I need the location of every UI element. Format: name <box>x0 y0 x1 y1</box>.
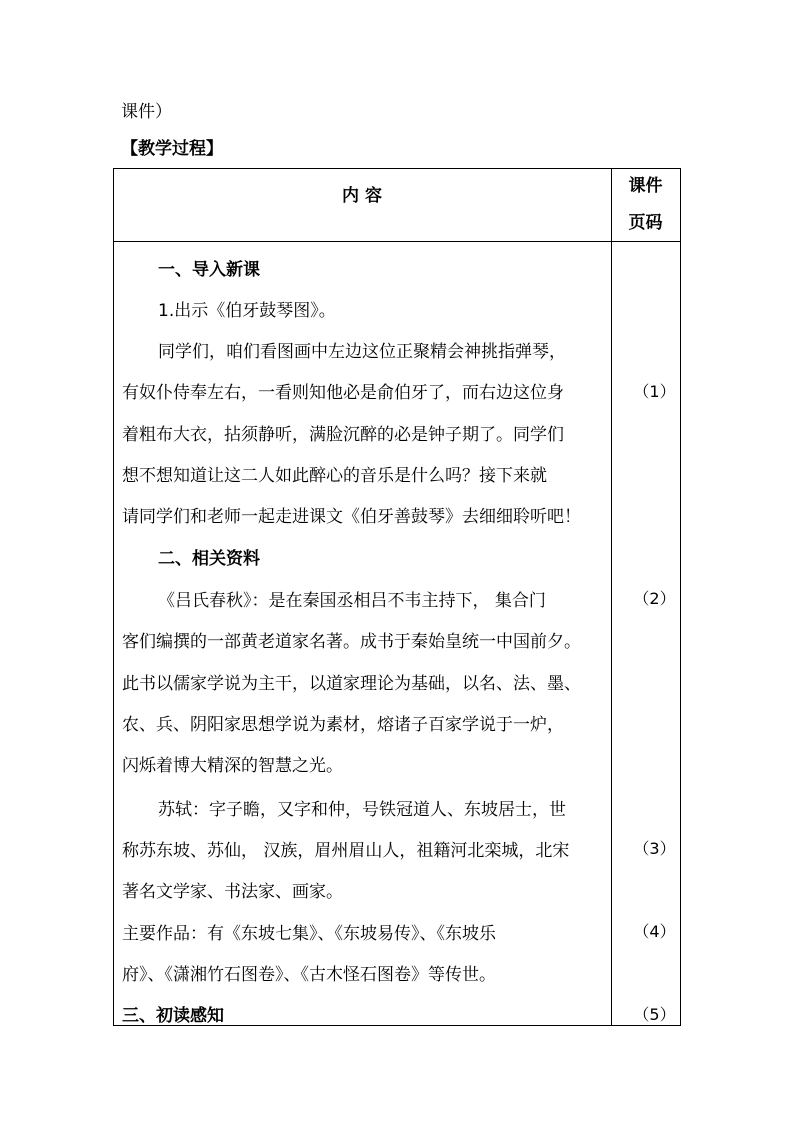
header-content: 内 容 <box>342 186 382 206</box>
page-number: （4） <box>633 922 676 941</box>
paragraph-line: 主要作品：有《东坡七集》、《东坡易传》、《东坡乐 <box>122 924 496 944</box>
heading-2: 二、相关资料 <box>158 549 260 569</box>
paragraph-line: 此书以儒家学说为主干，以道家理论为基础，以名、法、墨、 <box>122 674 581 694</box>
page-number: （1） <box>633 382 676 401</box>
paragraph-line: 著名文学家、书法家、画家。 <box>122 882 343 902</box>
paragraph-line: 称苏东坡、苏仙， 汉族，眉州眉山人，祖籍河北栾城，北宋 <box>122 841 570 861</box>
paragraph-line: 苏轼：字子瞻，又字和仲，号铁冠道人、东坡居士，世 <box>158 800 566 820</box>
paragraph-line: 府》、《潇湘竹石图卷》、《古木怪石图卷》等传世。 <box>122 965 496 985</box>
header-page-line1: 课件 <box>628 176 663 196</box>
paragraph-line: 有奴仆侍奉左右，一看则知他必是俞伯牙了，而右边这位身 <box>122 383 564 403</box>
page-number: （2） <box>633 589 676 608</box>
paragraph-line: 农、兵、阴阳家思想学说为素材，熔诸子百家学说于一炉， <box>122 715 564 735</box>
heading-1: 一、导入新课 <box>158 260 260 280</box>
page-number: （5） <box>633 1005 676 1024</box>
paragraph-line: 1.出示《伯牙鼓琴图》。 <box>158 301 336 321</box>
paragraph-line: 《吕氏春秋》：是在秦国丞相吕不韦主持下， 集合门 <box>158 591 546 611</box>
heading-3: 三、初读感知 <box>122 1006 224 1026</box>
page-number: （3） <box>633 839 676 858</box>
paragraph-line: 想不想知道让这二人如此醉心的音乐是什么吗？接下来就 <box>122 466 547 486</box>
paragraph-line: 着粗布大衣，拈须静听，满脸沉醉的必是钟子期了。同学们 <box>122 425 564 445</box>
section-title: 【教学过程】 <box>121 139 223 159</box>
header-page-line2: 页码 <box>628 213 663 233</box>
paragraph-line: 同学们，咱们看图画中左边这位正聚精会神挑指弹琴， <box>158 342 566 362</box>
paragraph-line: 请同学们和老师一起走进课文《伯牙善鼓琴》去细细聆听吧！ <box>122 507 581 527</box>
teaching-process-table <box>113 168 681 1026</box>
paragraph-line: 客们编撰的一部黄老道家名著。成书于秦始皇统一中国前夕。 <box>122 632 581 652</box>
intro-line: 课件） <box>121 102 172 122</box>
paragraph-line: 闪烁着博大精深的智慧之光。 <box>122 756 343 776</box>
